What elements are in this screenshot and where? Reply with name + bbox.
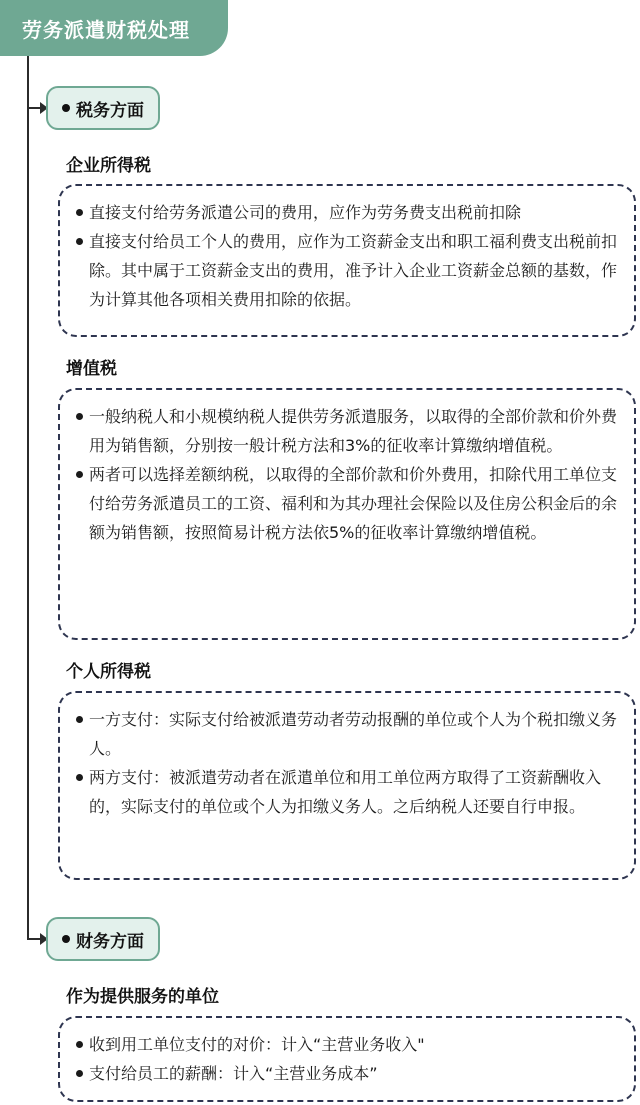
section-label: 税务方面 <box>76 100 144 121</box>
tree-spine <box>27 56 29 940</box>
page-title-text: 劳务派遣财税处理 <box>22 17 190 42</box>
section-pill-tax <box>46 86 160 130</box>
list-item-text: 一般纳税人和小规模纳税人提供劳务派遣服务，以取得的全部价款和价外费用为销售额，分别按一般计税方法和3%的征收率计算缴纳增值税。 <box>89 407 618 455</box>
list-item <box>76 402 620 460</box>
list-item-text: 一方支付：实际支付给被派遣劳动者劳动报酬的单位或个人为个税扣缴义务人。 <box>89 710 618 758</box>
bullet-icon <box>62 104 70 112</box>
list-item <box>76 460 620 547</box>
bullet-icon <box>76 238 83 245</box>
content-box-corporate-income-tax <box>58 184 636 337</box>
list-item-text: 直接支付给员工个人的费用，应作为工资薪金支出和职工福利费支出税前扣除。其中属于工资薪金支出的费用，准予计入企业工资薪金总额的基数，作为计算其他各项相关费用扣除的依据。 <box>89 232 618 309</box>
content-box-individual-income-tax <box>58 691 636 880</box>
bullet-icon <box>76 471 83 478</box>
list-item <box>76 705 620 763</box>
content-box-vat <box>58 388 636 640</box>
heading-individual-income-tax: 个人所得税 <box>66 662 151 682</box>
bullet-icon <box>76 774 83 781</box>
heading-vat: 增值税 <box>66 359 117 379</box>
list-item <box>76 198 620 227</box>
page-title <box>0 0 228 56</box>
list-item <box>76 1059 620 1088</box>
bullet-icon <box>76 716 83 723</box>
list-item-text: 两方支付：被派遣劳动者在派遣单位和用工单位两方取得了工资薪酬收入的，实际支付的单位或个人为扣缴义务人。之后纳税人还要自行申报。 <box>89 768 602 816</box>
section-pill-finance <box>46 917 160 961</box>
list-item <box>76 227 620 314</box>
bullet-icon <box>62 935 70 943</box>
bullet-icon <box>76 209 83 216</box>
bullet-icon <box>76 1070 83 1077</box>
bullet-icon <box>76 1041 83 1048</box>
bullet-icon <box>76 413 83 420</box>
content-box-service-provider-unit <box>58 1016 636 1102</box>
heading-service-provider-unit: 作为提供服务的单位 <box>66 987 219 1007</box>
heading-corporate-income-tax: 企业所得税 <box>66 156 151 176</box>
list-item <box>76 763 620 821</box>
list-item-text: 直接支付给劳务派遣公司的费用，应作为劳务费支出税前扣除 <box>89 203 522 222</box>
list-item <box>76 1030 620 1059</box>
list-item-text: 两者可以选择差额纳税，以取得的全部价款和价外费用，扣除代用工单位支付给劳务派遣员工的工资、福利和为其办理社会保险以及住房公积金后的余额为销售额，按照简易计税方法依5%的征收率计算缴纳增值税。 <box>89 465 618 542</box>
list-item-text: 收到用工单位支付的对价：计入“主营业务收入" <box>89 1035 425 1054</box>
section-label: 财务方面 <box>76 931 144 952</box>
list-item-text: 支付给员工的薪酬：计入“主营业务成本” <box>89 1064 378 1083</box>
